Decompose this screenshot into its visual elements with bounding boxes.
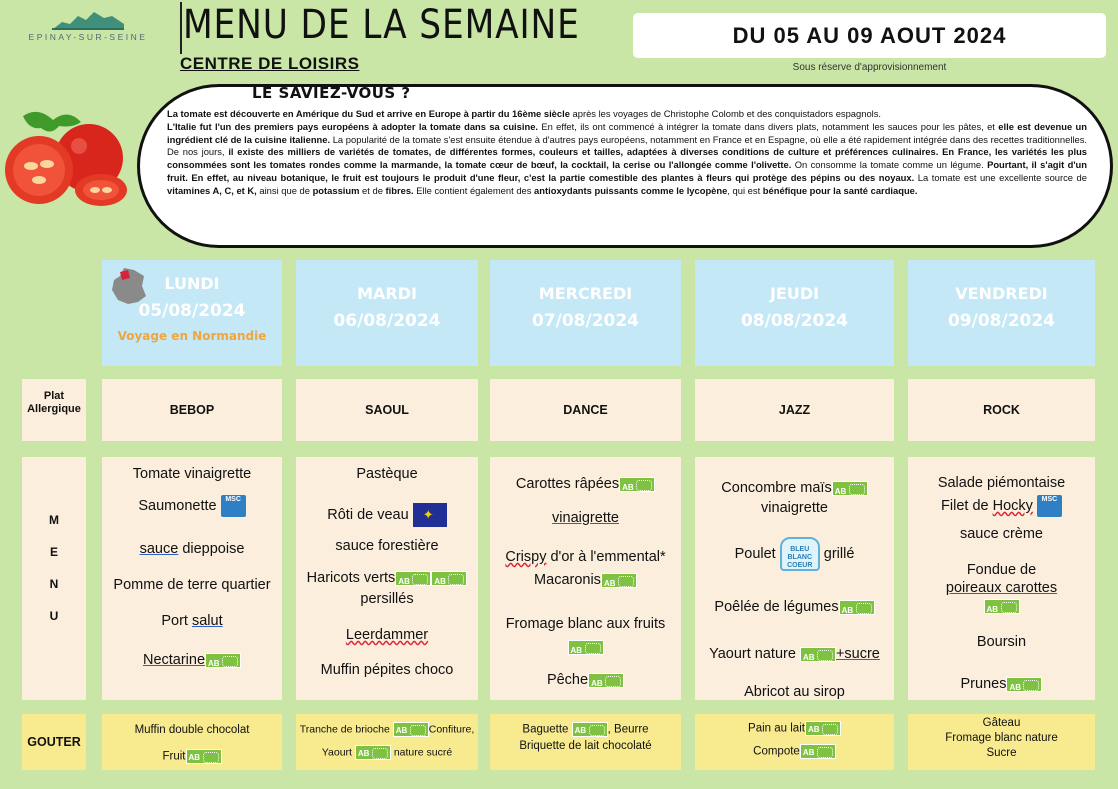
day-header-thursday [695,260,894,366]
allergic-wednesday: DANCE [490,379,681,441]
menu-item [296,569,478,587]
gouter-item [695,744,894,759]
menu-item-text: +sucre [835,646,880,662]
organic-label-icon [832,481,868,496]
menu-item: Boursin [976,634,1027,650]
menu-item: sauce forestière [335,538,439,554]
info-fact-fibres: fibres. [385,184,414,196]
menu-thursday [695,457,894,700]
gouter-item-text: Tranche de brioche [299,723,390,736]
menu-item: Pastèque [356,466,418,482]
info-fact-heart: bénéfique pour la santé cardiaque. [762,184,918,196]
info-fact-italian-cuisine: elle est devenue un ingrédient clé de la cuisine italienne. [167,120,1087,145]
menu-item-text: Rôti de veau [327,506,409,523]
menu-item [695,537,894,571]
row-label-menu [22,457,86,700]
info-text-part: ainsi que de [256,184,313,196]
menu-item-text: Haricots verts [306,570,396,586]
day-name: VENDREDI [955,284,1048,303]
info-fact-varieties: il existe des milliers de variétés de tomates, de différentes formes, couleurs et tailles, adaptées à diverses conditions de culture et préférences culinaires. En France, les variétés les plus consommées sont les tomates rondes comme la marmande, la tomate cœur de bœuf, la cocktail, la cerise ou l'allongée comme l'olivette. [167,146,1088,171]
day-date: 08/08/2024 [740,311,849,331]
menu-item [695,479,894,497]
eu-flag-icon [413,503,447,527]
menu-item [695,598,894,616]
msc-label-icon: MSC [1037,495,1062,517]
gouter-item-text: nature sucré [393,746,453,759]
menu-item: Pomme de terre quartier [113,577,271,593]
menu-item: Abricot au sirop [744,684,845,700]
day-date: 07/08/2024 [531,311,640,331]
day-name: MERCREDI [538,284,633,303]
organic-label-icon [568,640,604,655]
organic-label-icon [395,571,431,586]
menu-item: Salade piémontaise [937,475,1066,491]
day-name: JEUDI [769,284,820,303]
menu-item [908,579,1095,597]
info-text-part: Elle contient également des [413,184,535,196]
menu-item [296,503,478,527]
menu-item [490,509,681,527]
menu-item-text: Filet de [941,497,993,514]
info-title: LE SAVIEZ-VOUS ? [252,84,411,102]
gouter-item-text: Confiture, [428,723,475,736]
gouter-item-text: Pain au lait [748,722,805,735]
menu-item: Muffin pépites choco [320,662,454,678]
menu-letter: N [49,577,59,591]
organic-label-icon [431,571,467,586]
day-header-monday [102,260,282,366]
date-range: DU 05 AU 09 AOUT 2024 [633,13,1106,58]
menu-item [102,540,282,558]
gouter-monday [102,714,282,770]
menu-item-text: sauce [139,541,179,557]
menu-item-text: dieppoise [178,541,245,557]
info-fact-fruit: Pourtant, il s'agit d'un fruit. En effet, au niveau botanique, le fruit est toujours le produit d'une fleur, c'est la partie comestible des plantes à fleurs qui protège des pépins ou des noyaux. [167,159,1088,183]
gouter-item [695,721,894,736]
menu-item: sauce crème [959,526,1043,542]
gouter-item: Sucre [986,747,1017,759]
day-name: MARDI [357,284,417,303]
organic-label-icon [355,745,391,760]
info-text-part: La tomate est une excellente source de [914,171,1087,183]
menu-item-text: Carottes râpées [515,476,620,492]
gouter-thursday [695,714,894,770]
gouter-friday [908,714,1095,770]
day-date: 06/08/2024 [333,311,441,331]
info-fact-origin: La tomate est découverte en Amérique du Sud et arrive en Europe à partir du 16ème siècle [167,108,570,119]
info-fact-italy: L'Italie fut l'un des premiers pays européens à adopter la tomate dans sa cuisine. [167,120,539,132]
gouter-item: Gâteau [982,717,1021,729]
organic-label-icon [186,749,222,764]
day-header-wednesday [490,260,681,366]
menu-friday [908,457,1095,700]
menu-item [490,475,681,493]
menu-item-text: Port [161,613,192,629]
gouter-item-text: , Beurre [607,723,649,736]
info-text [167,108,1087,198]
gouter-wednesday [490,714,681,770]
info-text-part: et de [359,184,386,196]
menu-item [908,495,1095,517]
day-date: 09/08/2024 [947,311,1056,331]
page-title: MENU DE LA SEMAINE [183,2,580,48]
organic-label-icon [205,653,241,668]
menu-item-text: Hocky [992,497,1033,514]
organic-label-icon [601,573,637,588]
menu-item-text: salut [191,613,223,629]
organic-label-icon [619,477,655,492]
menu-item: persillés [360,591,414,607]
gouter-item: Fromage blanc nature [945,732,1058,744]
day-name: LUNDI [164,274,220,293]
info-fact-potassium: potassium [312,184,360,196]
title-divider [180,2,182,54]
menu-item-text: Crispy [505,549,547,565]
info-text-part: On consomme la tomate comme un légume. [791,159,988,171]
menu-letter: M [49,513,59,527]
info-text-part: , qui est [727,184,763,196]
gouter-item-text: Fruit [162,750,186,763]
menu-tuesday [296,457,478,700]
menu-item: Tomate vinaigrette [132,466,252,482]
menu-letter: E [49,545,58,559]
menu-item: Fromage blanc aux fruits [505,616,666,632]
gouter-item-text: Yaourt [321,746,352,759]
day-date: 05/08/2024 [138,301,246,321]
supply-note: Sous réserve d'approvisionnement [792,62,947,73]
menu-item [102,495,282,517]
menu-item-text: grillé [823,545,855,562]
allergic-tuesday: SAOUL [296,379,478,441]
menu-item-text: d'or à l'emmental* [546,549,666,565]
organic-label-icon [393,722,429,737]
menu-item-text: Pêche [546,672,589,688]
menu-item [102,651,282,669]
tomato-icon [3,106,131,210]
menu-item [490,638,681,656]
gouter-item-text: Compote [753,745,800,758]
organic-label-icon [805,721,841,736]
gouter-item [296,745,478,760]
msc-label-icon: MSC [221,495,246,517]
menu-item [490,571,681,589]
menu-item [102,612,282,630]
menu-item-text: Yaourt nature [709,646,796,662]
organic-label-icon [839,600,875,615]
menu-item-text: Poêlée de légumes [714,599,839,615]
bleu-blanc-coeur-label-icon: BLEU BLANC COEUR [780,537,820,571]
menu-monday [102,457,282,700]
info-fact-vitamins: vitamines A, C, et K, [167,184,257,196]
menu-item-text: poireaux carottes [945,580,1058,596]
gouter-item: Briquette de lait chocolaté [519,740,652,752]
gouter-item-text: Baguette [522,723,569,736]
gouter-item [490,722,681,737]
gouter-item: Muffin double chocolat [134,724,250,736]
allergic-friday: ROCK [908,379,1095,441]
city-logo [4,6,172,46]
menu-item: Fondue de [966,562,1037,578]
menu-item [296,626,478,644]
row-label-allergic: Plat Allergique [22,379,86,441]
info-text-part: après les voyages de Christophe Colomb et des conquistadors espagnols. [569,108,882,119]
organic-label-icon [1006,677,1042,692]
menu-item [695,645,894,663]
gouter-item [102,749,282,764]
menu-item-text: Nectarine [142,652,206,668]
allergic-thursday: JAZZ [695,379,894,441]
menu-item-text: Saumonette [138,497,217,514]
menu-item-text: Leerdammer [345,627,429,643]
organic-label-icon [984,599,1020,614]
organic-label-icon [588,673,624,688]
menu-item-text: vinaigrette [552,510,619,526]
city-name: EPINAY-SUR-SEINE [28,32,148,42]
gouter-tuesday [296,714,478,770]
organic-label-icon [800,744,836,759]
gouter-item [296,722,478,737]
menu-item [908,597,1095,615]
day-header-tuesday [296,260,478,366]
menu-letter: U [49,609,59,623]
menu-wednesday [490,457,681,700]
city-skyline-icon [52,8,124,30]
info-fact-antioxydants: antioxydants puissants comme le lycopène [534,184,728,196]
menu-item [908,675,1095,693]
page-subtitle: CENTRE DE LOISIRS [180,54,360,73]
day-header-friday [908,260,1095,366]
organic-label-icon [800,647,836,662]
menu-item-text: Concombre maïs [721,480,832,496]
menu-item [490,548,681,566]
row-label-gouter: GOUTER [22,714,86,770]
menu-item-text: Macaronis [534,572,601,588]
day-note: Voyage en Normandie [117,329,267,343]
france-map-icon [110,266,148,306]
info-text-part: La popularité de la tomate s'est ensuite étendue à d'autres pays européens, notamment en France et en Espagne, où elle a été rapidement intégrée dans des recettes traditionnelles. De nos jours, [167,133,1087,158]
menu-item-text: Poulet [734,545,776,562]
menu-item [490,671,681,689]
allergic-monday: BEBOP [102,379,282,441]
organic-label-icon [572,722,608,737]
menu-item-text: Prunes [960,676,1007,692]
menu-item: vinaigrette [761,500,828,516]
info-text-part: En effet, ils ont commencé à intégrer la tomate dans divers plats, notamment les sauces pour les pâtes, et [538,120,999,132]
